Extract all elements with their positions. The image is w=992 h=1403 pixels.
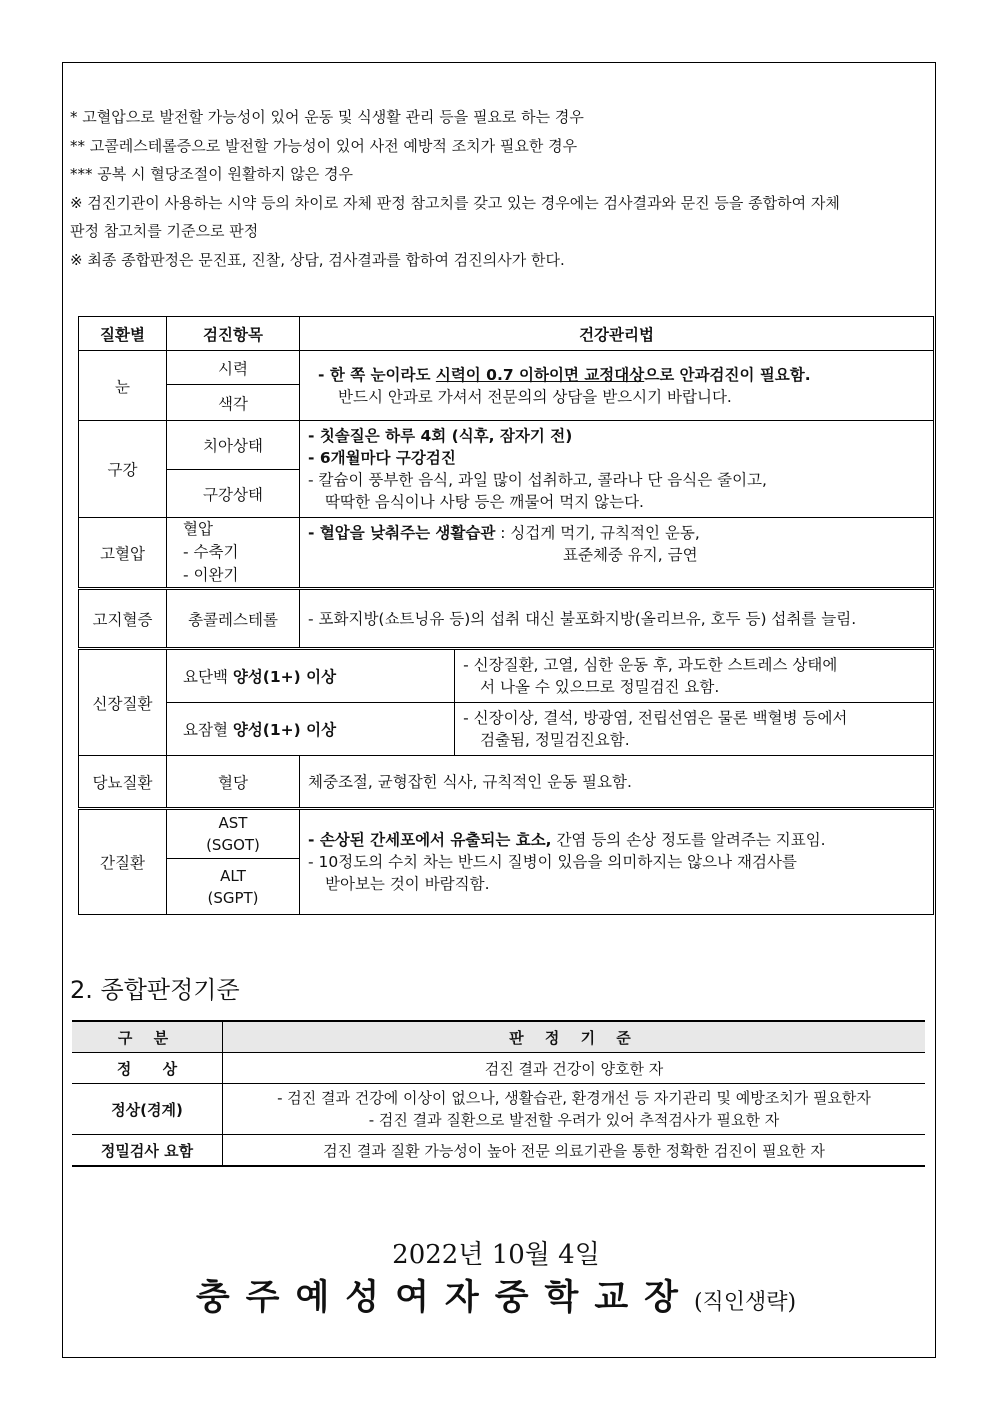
item-teeth: 치아상태 bbox=[167, 421, 300, 470]
judgement-criteria-borderline-1: - 검진 결과 건강에 이상이 없으나, 생활습관, 환경개선 등 자기관리 및 예방조치가 필요한자 bbox=[277, 1089, 871, 1107]
care-bp bbox=[300, 518, 934, 589]
disease-mouth: 구강 bbox=[79, 421, 167, 518]
note-6: ※ 최종 종합판정은 문진표, 진찰, 상담, 검사결과를 합하여 검진의사가 한다. bbox=[70, 250, 565, 269]
item-urine-blood-bold: 양성(1+) 이상 bbox=[232, 721, 337, 739]
footnotes bbox=[70, 103, 920, 274]
document-date: 2022년 10월 4일 bbox=[392, 1240, 600, 1270]
care-mouth-1: - 칫솔질은 하루 4회 (식후, 잠자기 전) bbox=[308, 427, 573, 445]
care-lipid: - 포화지방(쇼트닝유 등)의 섭취 대신 불포화지방(올리브유, 호두 등) 섭취를 늘림. bbox=[300, 589, 934, 649]
care-eye-line2: 반드시 안과로 가셔서 전문의의 상담을 받으시기 바랍니다. bbox=[338, 387, 732, 406]
note-3: *** 공복 시 혈당조절이 원활하지 않은 경우 bbox=[70, 165, 353, 183]
section2-title: 2. 종합판정기준 bbox=[70, 976, 240, 1004]
header-disease: 질환별 bbox=[79, 317, 167, 351]
judgement-criteria-detailed: 검진 결과 질환 가능성이 높아 전문 의료기관을 통한 정확한 검진이 필요한 자 bbox=[223, 1135, 926, 1167]
item-vision: 시력 bbox=[167, 351, 300, 385]
item-oral: 구강상태 bbox=[167, 470, 300, 518]
disease-lipid: 고지혈증 bbox=[79, 589, 167, 649]
signature-line bbox=[0, 1270, 992, 1320]
judgement-label-detailed: 정밀검사 요함 bbox=[72, 1135, 223, 1167]
care-eye-underline: 시력이 0.7 이하이면 교정대상 bbox=[435, 365, 645, 384]
judgement-header-category: 구 분 bbox=[72, 1021, 223, 1053]
signer-name: 충주예성여자중학교장 bbox=[195, 1277, 694, 1318]
disease-liver: 간질환 bbox=[79, 809, 167, 915]
item-bp-1: 혈압 bbox=[183, 520, 213, 538]
item-ast-2: (SGOT) bbox=[206, 836, 260, 854]
care-liver-rest: 간염 등의 손상 정도를 알려주는 지표임. bbox=[551, 831, 826, 849]
item-ast bbox=[167, 809, 300, 859]
judgement-criteria-normal: 검진 결과 건강이 양호한 자 bbox=[223, 1053, 926, 1084]
signer-note: (직인생략) bbox=[693, 1290, 797, 1315]
item-urine-blood-plain: 요잠혈 bbox=[183, 721, 233, 739]
item-urine-blood bbox=[167, 703, 455, 756]
care-mouth-2: - 6개월마다 구강검진 bbox=[308, 449, 456, 467]
care-eye-suffix: 으로 안과검진이 필요함. bbox=[644, 365, 811, 384]
care-bp-rest: : 싱겁게 먹기, 규칙적인 운동, bbox=[495, 524, 700, 542]
care-liver-3: 받아보는 것이 바람직함. bbox=[325, 875, 490, 893]
judgement-table bbox=[72, 1020, 925, 1167]
judgement-header-criteria: 판 정 기 준 bbox=[223, 1021, 926, 1053]
disease-kidney: 신장질환 bbox=[79, 649, 167, 756]
care-kidney-2a: - 신장이상, 결석, 방광염, 전립선염은 물론 백혈병 등에서 bbox=[463, 709, 848, 727]
health-care-table bbox=[78, 316, 934, 915]
item-glucose: 혈당 bbox=[167, 756, 300, 809]
header-care: 건강관리법 bbox=[300, 317, 934, 351]
note-1: * 고혈압으로 발전할 가능성이 있어 운동 및 식생활 관리 등을 필요로 하는 경우 bbox=[70, 108, 584, 126]
item-alt-2: (SGPT) bbox=[207, 888, 259, 907]
note-5: 판정 참고치를 기준으로 판정 bbox=[70, 222, 259, 240]
care-mouth bbox=[300, 421, 934, 518]
care-diabetes: 체중조절, 균형잡힌 식사, 규칙적인 운동 필요함. bbox=[300, 756, 934, 809]
care-kidney-2b: 검출됨, 정밀검진요함. bbox=[480, 731, 630, 749]
care-kidney-1a: - 신장질환, 고열, 심한 운동 후, 과도한 스트레스 상태에 bbox=[463, 656, 838, 674]
judgement-criteria-borderline bbox=[223, 1084, 926, 1135]
care-eye-prefix: - 한 쪽 눈이라도 bbox=[318, 365, 436, 384]
care-mouth-4: 딱딱한 음식이나 사탕 등은 깨물어 먹지 않는다. bbox=[325, 493, 644, 511]
care-bp-bold: - 혈압을 낮춰주는 생활습관 bbox=[308, 524, 496, 542]
care-kidney-1b: 서 나올 수 있으므로 정밀검진 요함. bbox=[480, 678, 720, 696]
item-bp bbox=[167, 518, 300, 589]
item-cholesterol: 총콜레스테롤 bbox=[167, 589, 300, 649]
item-urine-protein-plain: 요단백 bbox=[183, 668, 233, 686]
care-kidney-1 bbox=[455, 649, 934, 703]
care-eye bbox=[300, 351, 934, 421]
item-alt-1: ALT bbox=[220, 866, 246, 885]
disease-diabetes: 당뇨질환 bbox=[79, 756, 167, 809]
care-liver-2: - 10정도의 수치 차는 반드시 질병이 있음을 의미하지는 않으나 재검사를 bbox=[308, 853, 797, 871]
item-color: 색각 bbox=[167, 385, 300, 421]
note-4: ※ 검진기관이 사용하는 시약 등의 차이로 자체 판정 참고치를 갖고 있는 경우에는 검사결과와 문진 등을 종합하여 자체 bbox=[70, 193, 840, 212]
care-liver-bold: - 손상된 간세포에서 유출되는 효소, bbox=[308, 831, 552, 849]
care-bp-line2: 표준체중 유지, 금연 bbox=[563, 546, 698, 564]
item-urine-protein bbox=[167, 649, 455, 703]
care-liver bbox=[300, 809, 934, 915]
item-alt bbox=[167, 859, 300, 915]
note-2: ** 고콜레스테롤증으로 발전할 가능성이 있어 사전 예방적 조치가 필요한 경우 bbox=[70, 136, 578, 155]
care-mouth-3: - 칼슘이 풍부한 음식, 과일 많이 섭취하고, 콜라나 단 음식은 줄이고, bbox=[308, 471, 767, 489]
care-kidney-2 bbox=[455, 703, 934, 756]
item-ast-1: AST bbox=[218, 814, 248, 832]
disease-bp: 고혈압 bbox=[79, 518, 167, 589]
header-item: 검진항목 bbox=[167, 317, 300, 351]
judgement-label-borderline: 정상(경계) bbox=[72, 1084, 223, 1135]
item-urine-protein-bold: 양성(1+) 이상 bbox=[232, 668, 337, 686]
judgement-criteria-borderline-2: - 검진 결과 질환으로 발전할 우려가 있어 추적검사가 필요한 자 bbox=[368, 1111, 780, 1129]
item-bp-3: - 이완기 bbox=[183, 566, 239, 584]
item-bp-2: - 수축기 bbox=[183, 543, 239, 561]
judgement-label-normal: 정 상 bbox=[72, 1053, 223, 1084]
disease-eye: 눈 bbox=[79, 351, 167, 421]
